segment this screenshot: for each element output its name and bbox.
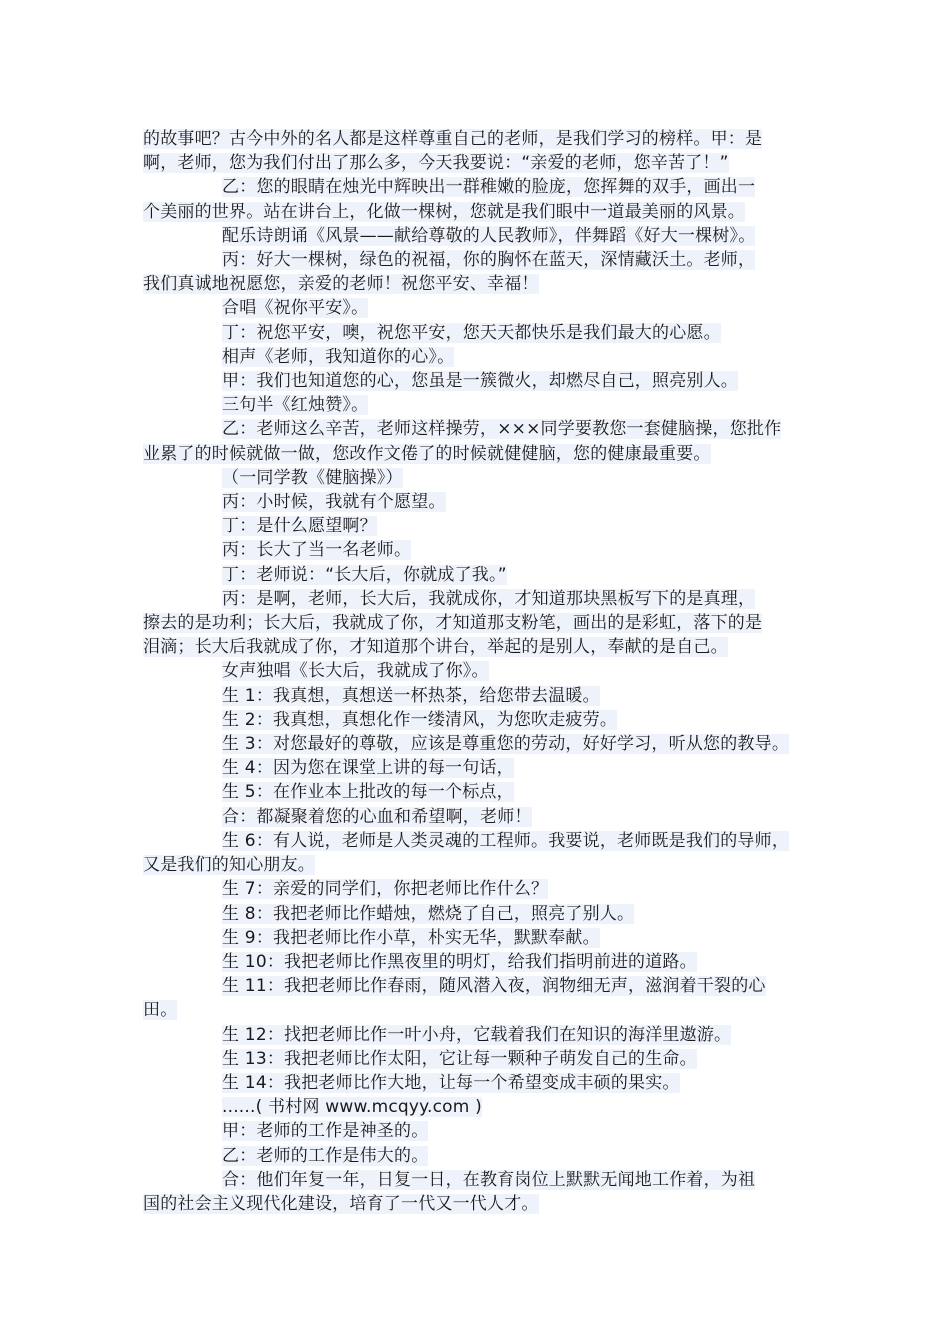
paragraph [143,417,823,465]
text-line-content: 生 6：有人说，老师是人类灵魂的工程师。我要说，老师既是我们的导师， [222,830,790,851]
text-line-content: 丙：小时候，我就有个愿望。 [222,492,446,513]
paragraph [143,296,823,320]
text-line-content: （一同学教《健脑操》） [222,467,403,488]
paragraph [143,538,823,562]
text-line [143,417,823,441]
text-line [143,1047,823,1071]
text-line [143,490,823,514]
text-line [143,538,823,562]
paragraph [143,780,823,804]
paragraph [143,950,823,974]
text-line [143,151,823,175]
paragraph [143,829,823,877]
text-line-content: 乙：您的眼睛在烛光中辉映出一群稚嫩的脸庞，您挥舞的双手，画出一 [222,177,756,198]
text-line-content: 生 13：我把老师比作太阳，它让每一颗种子萌发自己的生命。 [222,1048,697,1069]
text-line [143,684,823,708]
text-line-content: 合：他们年复一年，日复一日，在教育岗位上默默无闻地工作着，为祖 [222,1169,756,1190]
text-line [143,224,823,248]
paragraph [143,708,823,732]
paragraph [143,224,823,248]
paragraph [143,1144,823,1168]
text-line [143,345,823,369]
text-line-content: 生 4：因为您在课堂上讲的每一句话， [222,758,514,779]
text-line [143,708,823,732]
text-line [143,248,823,272]
paragraph [143,684,823,708]
text-line [143,321,823,345]
text-line [143,829,823,853]
text-line [143,950,823,974]
text-line-content: 合唱《祝你平安》。 [222,298,369,319]
text-line [143,272,823,296]
text-line [143,466,823,490]
text-line-content: 生 1：我真想，真想送一杯热茶，给您带去温暖。 [222,685,600,706]
text-line-content: 生 5：在作业本上批改的每一个标点， [222,782,514,803]
paragraph [143,1047,823,1071]
paragraph [143,175,823,223]
paragraph [143,1095,823,1119]
text-line [143,1071,823,1095]
text-line-content: 丁：是什么愿望啊？ [222,516,377,537]
paragraph [143,369,823,393]
paragraph [143,587,823,660]
text-line [143,998,823,1022]
paragraph [143,490,823,514]
text-line-content: 生 3：对您最好的尊敬，应该是尊重您的劳动，好好学习，听从您的教导。 [222,734,790,755]
text-line-content: 丙：好大一棵树，绿色的祝福，你的胸怀在蓝天，深情藏沃土。老师， [222,250,756,271]
text-line [143,780,823,804]
text-line-content: 合：都凝聚着您的心血和希望啊，老师！ [222,806,532,827]
paragraph [143,659,823,683]
text-line [143,1144,823,1168]
text-line [143,442,823,466]
text-line-content: 丁：老师说：“长大后，你就成了我。” [222,564,507,585]
paragraph [143,1119,823,1143]
text-line [143,587,823,611]
text-line [143,635,823,659]
text-line-content: 我们真诚地祝愿您，亲爱的老师！祝您平安、幸福！ [143,274,539,295]
paragraph [143,877,823,901]
document-body [143,127,823,1216]
text-line [143,175,823,199]
text-line-content: 甲：我们也知道您的心，您虽是一簇微火，却燃尽自己，照亮别人。 [222,371,738,392]
text-line-content: 生 7：亲爱的同学们，你把老师比作什么？ [222,879,549,900]
paragraph [143,514,823,538]
paragraph [143,321,823,345]
text-line-content: 生 9：我把老师比作小草，朴实无华，默默奉献。 [222,927,600,948]
text-line-content: 乙：老师这么辛苦，老师这样操劳，×××同学要教您一套健脑操，您批作 [222,419,782,440]
text-line [143,974,823,998]
paragraph [143,1071,823,1095]
text-line [143,805,823,829]
text-line-content: 的故事吧？古今中外的名人都是这样尊重自己的老师，是我们学习的榜样。甲：是 [143,129,763,149]
text-line [143,926,823,950]
paragraph [143,974,823,1022]
paragraph [143,345,823,369]
text-line [143,902,823,926]
text-line-content: 国的社会主义现代化建设，培育了一代又一代人才。 [143,1193,539,1214]
text-line [143,200,823,224]
text-line [143,659,823,683]
text-line-content: 生 14：我把老师比作大地，让每一个希望变成丰硕的果实。 [222,1072,680,1093]
text-line-content: 又是我们的知心朋友。 [143,855,315,876]
text-line-content: 生 11：我把老师比作春雨，随风潜入夜，润物细无声，滋润着干裂的心 [222,976,766,997]
text-line [143,853,823,877]
text-line-content: 擦去的是功利；长大后，我就成了你，才知道那支粉笔，画出的是彩虹，落下的是 [143,613,763,634]
text-line-content: ......( 书村网 www.mcqyy.com ) [222,1097,482,1118]
text-line-content: 生 2：我真想，真想化作一缕清风，为您吹走疲劳。 [222,709,618,730]
text-line [143,756,823,780]
paragraph [143,563,823,587]
text-line-content: 丙：是啊，老师，长大后，我就成你，才知道那块黑板写下的是真理， [222,588,756,609]
text-line [143,877,823,901]
paragraph [143,1168,823,1216]
text-line-content: 甲：老师的工作是神圣的。 [222,1121,429,1142]
text-line [143,1192,823,1216]
text-line-content: 个美丽的世界。站在讲台上，化做一棵树，您就是我们眼中一道最美丽的风景。 [143,201,745,222]
text-line-content: 啊，老师，您为我们付出了那么多，今天我要说：“亲爱的老师，您辛苦了！” [143,153,729,174]
text-line-content: 业累了的时候就做一做，您改作文倦了的时候就健健脑，您的健康最重要。 [143,443,711,464]
paragraph [143,393,823,417]
paragraph [143,127,823,175]
text-line-content: 丙：长大了当一名老师。 [222,540,412,561]
text-line-content: 三句半《红烛赞》。 [222,395,369,416]
paragraph [143,805,823,829]
paragraph [143,902,823,926]
text-line [143,514,823,538]
paragraph [143,248,823,296]
text-line [143,296,823,320]
paragraph [143,1023,823,1047]
text-line [143,563,823,587]
text-line [143,127,823,151]
text-line-content: 配乐诗朗诵《风景——献给尊敬的人民教师》，伴舞蹈《好大一棵树》。 [222,225,756,246]
paragraph [143,466,823,490]
text-line [143,1095,823,1119]
text-line [143,611,823,635]
text-line [143,369,823,393]
text-line-content: 生 8：我把老师比作蜡烛，燃烧了自己，照亮了别人。 [222,903,635,924]
text-line-content: 乙：老师的工作是伟大的。 [222,1145,429,1166]
paragraph [143,732,823,756]
text-line-content: 相声《老师，我知道你的心》。 [222,346,455,367]
text-line-content: 生 12：找把老师比作一叶小舟，它载着我们在知识的海洋里遨游。 [222,1024,732,1045]
text-line [143,1168,823,1192]
text-line [143,1119,823,1143]
text-line-content: 女声独唱《长大后，我就成了你》。 [222,661,489,682]
paragraph [143,756,823,780]
text-line [143,732,823,756]
text-line-content: 田。 [143,1000,178,1021]
text-line-content: 生 10：我把老师比作黑夜里的明灯，给我们指明前进的道路。 [222,951,697,972]
text-line [143,393,823,417]
text-line [143,1023,823,1047]
text-line-content: 泪滴；长大后我就成了你，才知道那个讲台，举起的是别人，奉献的是自己。 [143,637,728,658]
text-line-content: 丁：祝您平安，噢，祝您平安，您天天都快乐是我们最大的心愿。 [222,322,721,343]
paragraph [143,926,823,950]
